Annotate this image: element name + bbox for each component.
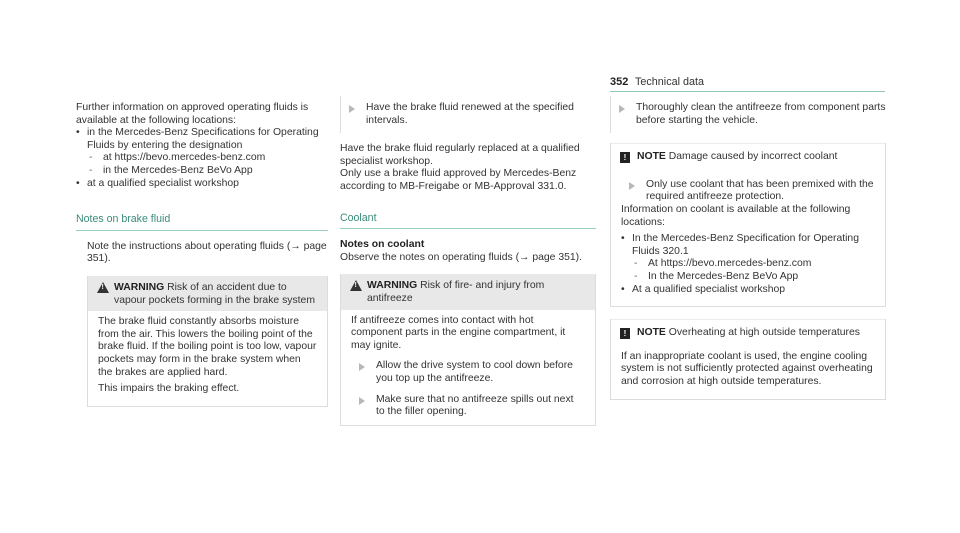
step-text: Allow the drive system to cool down before you top up the antifreeze. xyxy=(376,360,573,384)
note-body xyxy=(611,346,885,399)
note-box xyxy=(610,319,886,399)
warning-label: WARNING xyxy=(114,281,165,293)
list-item: - In the Mercedes-Benz BeVo App xyxy=(621,271,875,284)
warning-title: Risk of fire- and injury from antifreeze xyxy=(367,280,545,304)
step-item xyxy=(610,96,886,133)
list-item: - in the Mercedes-Benz BeVo App xyxy=(76,165,328,178)
warning-box xyxy=(87,276,328,407)
warning-body xyxy=(88,311,327,406)
list-item: • In the Mercedes-Benz Specification for Operating Fluids 320.1 xyxy=(621,233,875,258)
step-text: Have the brake fluid renewed at the specified intervals. xyxy=(366,102,574,126)
note-body xyxy=(611,170,885,306)
column-3 xyxy=(610,102,886,400)
column-2 xyxy=(340,102,596,426)
page-number: 352 xyxy=(610,76,629,88)
list-item: • At a qualified specialist workshop xyxy=(621,284,875,297)
note-title: Damage caused by incorrect coolant xyxy=(668,151,838,163)
paragraph: Only use a brake fluid approved by Mercedes-Benz according to MB-Freigabe or MB-Approval 331.0. xyxy=(340,168,577,192)
paragraph: Have the brake fluid regularly replaced at a qualified specialist workshop. xyxy=(340,143,580,167)
column-1 xyxy=(76,102,328,407)
note-header xyxy=(611,319,885,346)
paragraph: Information on coolant is available at the following locations: xyxy=(621,203,851,228)
warning-text: This impairs the braking effect. xyxy=(98,383,240,395)
notes-text: Note the instructions about operating fluids (→ page 351). xyxy=(87,240,327,265)
step-arrow-icon xyxy=(619,105,625,113)
paragraph: If an inappropriate coolant is used, the engine cooling system is not sufficiently protected against overheating and corrosion at high outside temperatures. xyxy=(621,350,873,387)
intro-text: Further information on approved operating fluids is available at the following locations: xyxy=(76,102,309,126)
warning-text: The brake fluid constantly absorbs moisture from the air. This lowers the boiling point of the brake fluid. If the boiling point is too low, vapour pockets may form in the brake system when the brakes are applied hard. xyxy=(98,316,317,378)
warning-header xyxy=(88,276,327,311)
step-arrow-icon xyxy=(359,397,365,405)
step-item xyxy=(351,360,585,385)
step-text: Make sure that no antifreeze spills out next to the filler opening. xyxy=(376,393,574,418)
list-item: • in the Mercedes-Benz Specifications for Operating Fluids by entering the designation xyxy=(76,127,328,152)
subheading: Notes on coolant xyxy=(340,239,425,251)
note-title: Overheating at high outside temperatures xyxy=(668,327,860,339)
step-item xyxy=(351,394,585,419)
step-arrow-icon xyxy=(359,363,365,371)
step-item xyxy=(340,96,596,133)
note-box xyxy=(610,143,886,307)
section-heading: Notes on brake fluid xyxy=(76,213,328,231)
step-arrow-icon xyxy=(349,105,355,113)
step-text: Only use coolant that has been premixed with the required antifreeze protection. xyxy=(646,178,874,203)
note-header xyxy=(611,143,885,170)
warning-label: WARNING xyxy=(367,280,418,292)
note-label: NOTE xyxy=(637,327,666,339)
notice-icon: ! xyxy=(620,152,630,163)
notes-text: Observe the notes on operating fluids (→ page 351). xyxy=(340,251,583,263)
list-item: - at https://bevo.mercedes-benz.com xyxy=(76,152,328,165)
step-text: Thoroughly clean the antifreeze from component parts before starting the vehicle. xyxy=(636,102,886,126)
warning-box xyxy=(340,274,596,425)
step-item xyxy=(621,179,875,204)
step-arrow-icon xyxy=(629,182,635,190)
warning-body xyxy=(341,310,595,425)
list-item: - At https://bevo.mercedes-benz.com xyxy=(621,258,875,271)
warning-header xyxy=(341,274,595,309)
page-header xyxy=(610,76,885,92)
section-title: Technical data xyxy=(635,76,705,88)
warning-icon xyxy=(350,280,362,291)
warning-title: Risk of an accident due to vapour pockets forming in the brake system xyxy=(114,281,315,306)
warning-text: If antifreeze comes into contact with hot component parts in the engine compartment, it may ignite. xyxy=(351,314,566,351)
notice-icon: ! xyxy=(620,328,630,339)
warning-icon xyxy=(97,282,109,293)
section-heading: Coolant xyxy=(340,212,596,230)
list-item: • at a qualified specialist workshop xyxy=(76,178,328,191)
note-label: NOTE xyxy=(637,151,666,163)
